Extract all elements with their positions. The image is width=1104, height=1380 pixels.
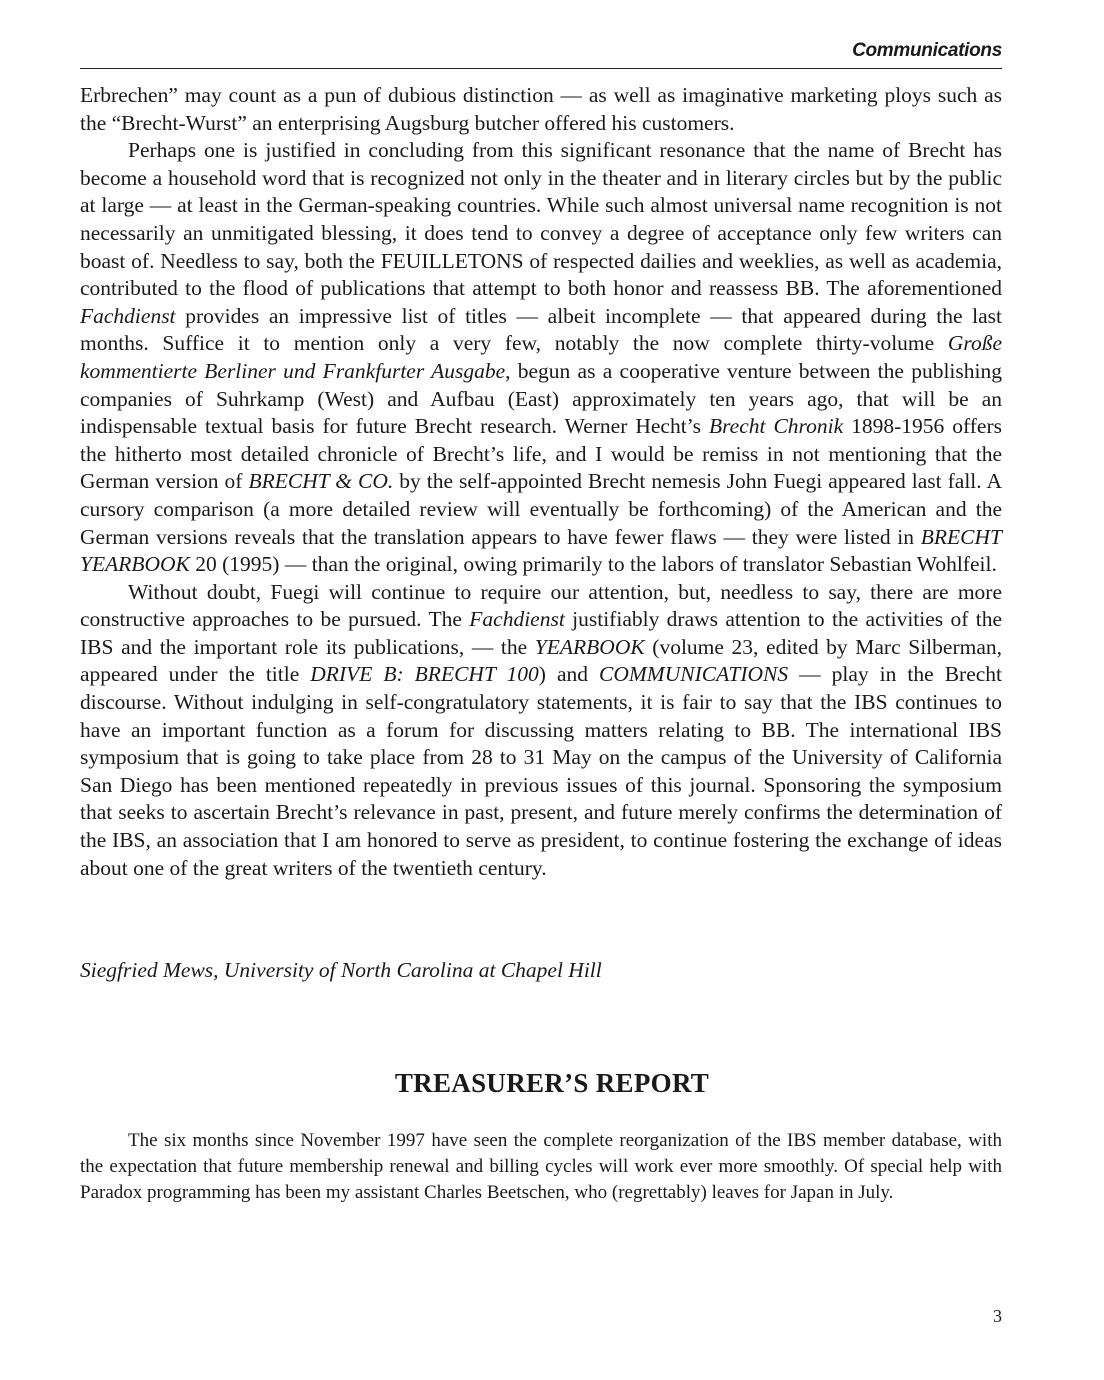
italic-title-communications: COMMUNICATIONS: [599, 662, 789, 687]
italic-title-fachdienst: Fachdienst: [80, 303, 176, 328]
italic-title-chronik: Brecht Chronik: [708, 414, 844, 439]
text-segment: provides an impressive list of titles — albeit incomplete — that appeared during the last months. Suffice it to mention only a very few, notably the now complete thirty-volume: [80, 303, 1002, 356]
page-number: 3: [993, 1306, 1002, 1326]
italic-title-yearbook: BRECHT YEARBOOK: [80, 524, 1002, 577]
italic-title-brecht-co: BRECHT & CO.: [248, 469, 394, 494]
treasurer-paragraph: The six months since November 1997 have seen the complete reorganization of the IBS member database, with the expectation that future membership renewal and billing cycles will work ever more smoothly. Of special help with Paradox programming has been my assistant Charles Beetschen, who (regrettably) leaves for Japan in July.: [80, 1130, 1002, 1203]
section-title: TREASURER’S REPORT: [394, 1068, 710, 1098]
page-header: [80, 40, 1002, 69]
text-segment: , begun as a cooperative venture between the publishing companies of Suhrkamp (West) and Aufbau (East) approximately ten years ago, that will be an indispensable textual basis for future Brecht research. Werner Hecht’s: [80, 358, 1002, 439]
italic-title-drive-b: DRIVE B: BRECHT 100: [310, 662, 539, 687]
author-signature: Siegfried Mews, University of North Carolina at Chapel Hill: [80, 958, 602, 982]
article-body: [80, 82, 1002, 882]
text-segment: — play in the Brecht discourse. Without indulging in self-congratulatory statements, it is fair to say that the IBS continues to have an important function as a forum for discussing matters relating to BB. The international IBS symposium that is going to take place from 28 to 31 May on the campus of the University of California San Diego has been mentioned repeatedly in previous issues of this journal. Sponsoring the symposium that seeks to ascertain Brecht’s relevance in past, present, and future merely confirms the determination of the IBS, an association that I am honored to serve as president, to continue fostering the exchange of ideas about one of the great writers of the twentieth century.: [80, 662, 1002, 880]
paragraph-1: [80, 82, 1002, 137]
text-segment: Perhaps one is justified in concluding from this significant resonance that the name of Brecht has become a household word that is recognized not only in the theater and in literary circles but by the public at large — at least in the German-speaking countries. While such almost universal name recognition is not necessarily an unmitigated blessing, it does tend to convey a degree of acceptance only few writers can boast of. Needless to say, both the FEUILLETONS of respected dailies and weeklies, as well as academia, contributed to the flood of publications that attempt to both honor and reassess BB. The aforementioned: [80, 138, 1002, 301]
italic-title-fachdienst: Fachdienst: [469, 607, 565, 632]
text-segment: ) and: [538, 662, 600, 687]
italic-title-yearbook: YEARBOOK: [534, 634, 645, 659]
text-segment: by the self-appointed Brecht nemesis John Fuegi appeared last fall. A cursory comparison (a more detailed review will eventually be forthcoming) of the American and the German versions reveals that the translation appears to have fewer flaws — they were listed in: [80, 469, 1002, 549]
running-head: Communications: [852, 40, 1002, 61]
text-segment: justifiably draws attention to the activities of the IBS and the important role its publications, — the: [80, 607, 1002, 659]
paragraph-3: [80, 579, 1002, 883]
paragraph-1-text: Erbrechen” may count as a pun of dubious distinction — as well as imaginative marketing ploys such as the “Brecht-Wurst” an enterprising Augsburg butcher offered his customers.: [80, 83, 1002, 135]
text-segment: 1898-1956 offers the hitherto most detailed chronicle of Brecht’s life, and I would be remiss in not mentioning that the German version of: [80, 414, 1003, 494]
text-segment: Without doubt, Fuegi will continue to require our attention, but, needless to say, there are more constructive approaches to be pursued. The: [80, 579, 1002, 632]
text-segment: 20 (1995) — than the original, owing primarily to the labors of translator Sebastian Wohlfeil.: [189, 552, 997, 577]
treasurer-report-body: [80, 1128, 1002, 1205]
italic-title-ausgabe: Große kommentierte Berliner und Frankfurter Ausgabe: [80, 331, 1002, 383]
paragraph-2: [80, 137, 1002, 579]
text-segment: (volume 23, edited by Marc Silberman, appeared under the title: [80, 634, 1002, 687]
